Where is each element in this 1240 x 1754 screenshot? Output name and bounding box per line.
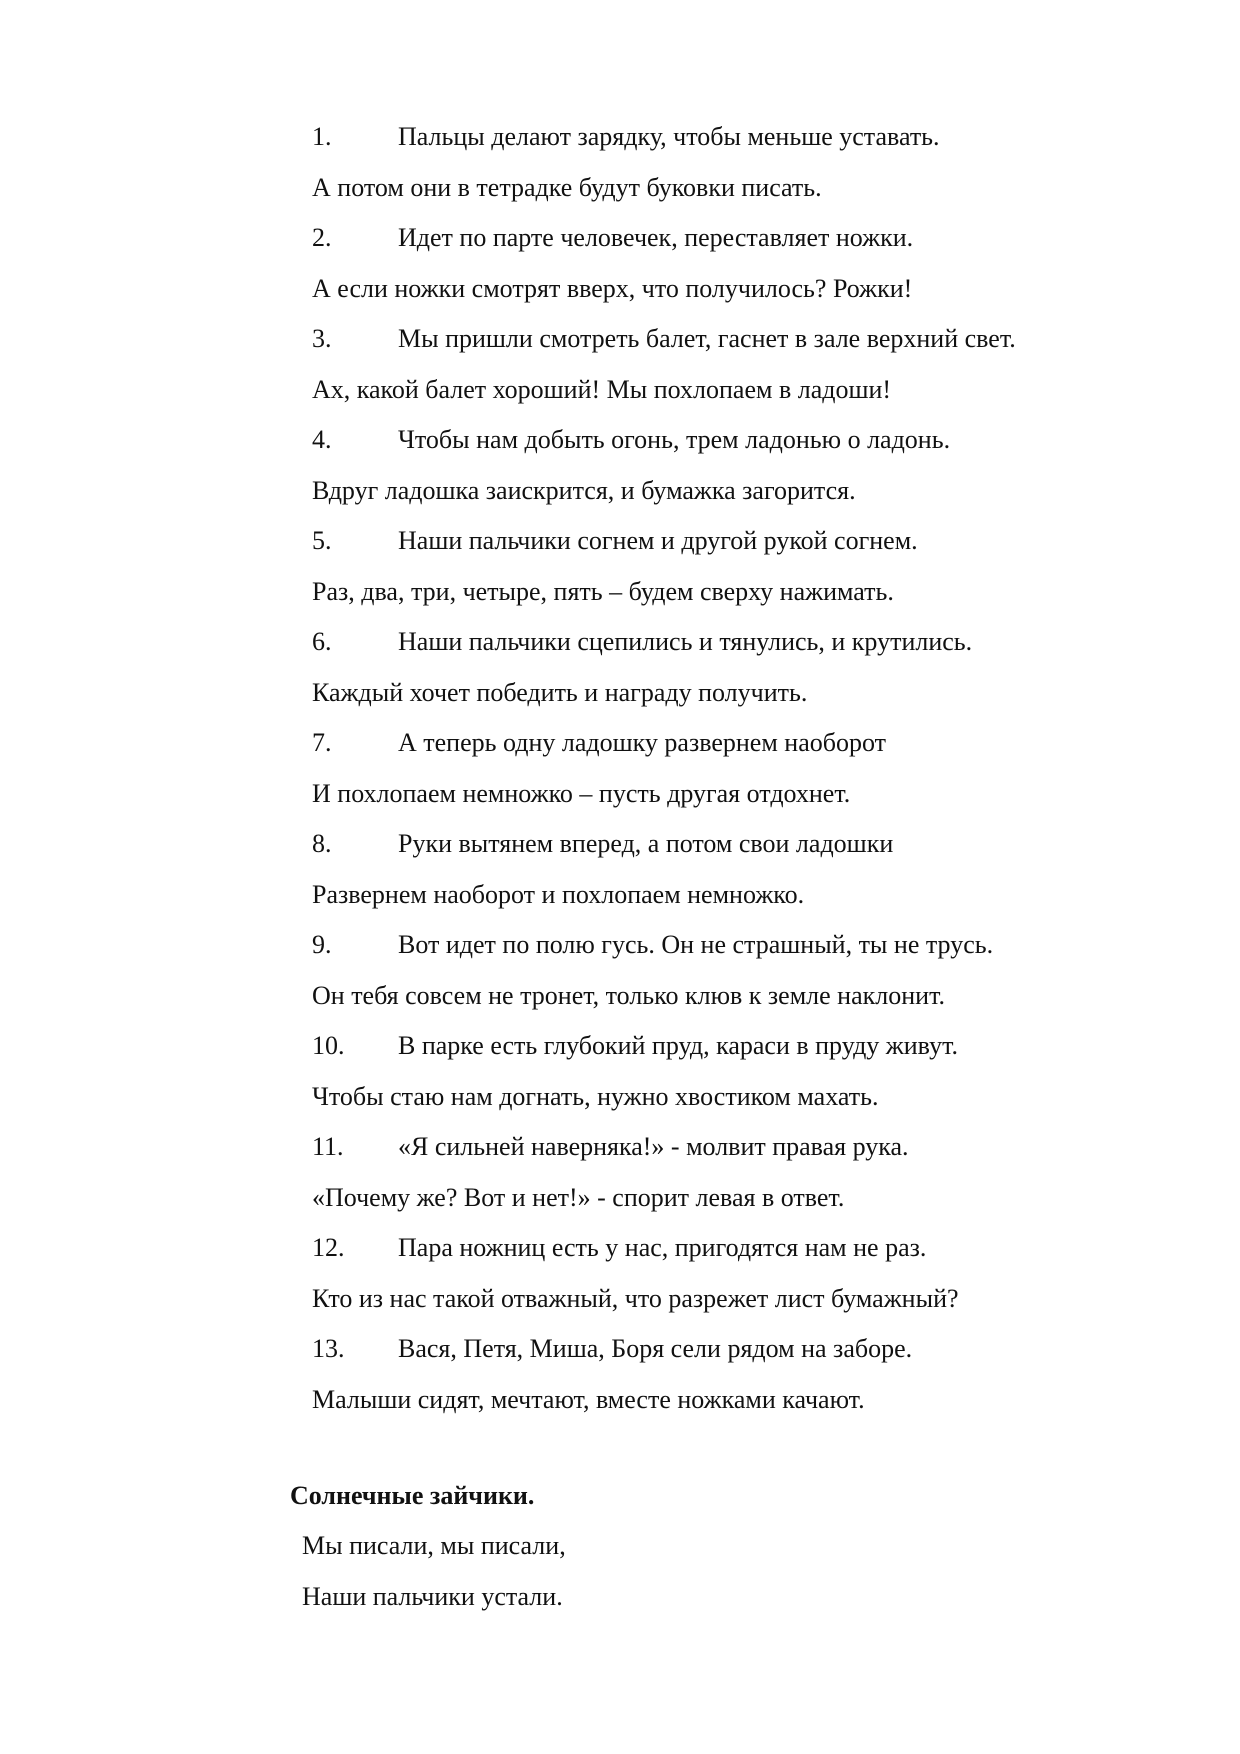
exercise-number: 3. xyxy=(312,324,332,353)
section-title: Солнечные зайчики. xyxy=(290,1481,535,1510)
exercise-text: Чтобы нам добыть огонь, трем ладонью о ладонь. xyxy=(398,425,951,454)
exercise-text: Пара ножниц есть у нас, пригодятся нам не раз. xyxy=(398,1233,927,1262)
exercise-number: 9. xyxy=(312,930,332,959)
exercise-line: И похлопаем немножко – пусть другая отдохнет. xyxy=(312,778,851,808)
exercise-number: 5. xyxy=(312,526,332,555)
exercise-line: Развернем наоборот и похлопаем немножко. xyxy=(312,879,805,909)
exercise-line: А потом они в тетрадке будут буковки писать. xyxy=(312,172,822,202)
exercise-text: Мы пришли смотреть балет, гаснет в зале верхний свет. xyxy=(398,324,1016,353)
exercise-line xyxy=(312,415,1172,466)
exercise-text: Наши пальчики сцепились и тянулись, и крутились. xyxy=(398,627,973,656)
exercise-line: Чтобы стаю нам догнать, нужно хвостиком махать. xyxy=(312,1081,879,1111)
exercise-text: Вася, Петя, Миша, Боря сели рядом на заборе. xyxy=(398,1334,913,1363)
exercise-number: 12. xyxy=(312,1233,345,1262)
exercise-number: 1. xyxy=(312,122,332,151)
exercise-line xyxy=(312,1223,1172,1274)
exercise-line: Он тебя совсем не тронет, только клюв к земле наклонит. xyxy=(312,980,945,1010)
exercise-line xyxy=(312,718,1172,769)
exercise-line xyxy=(312,112,1172,163)
exercise-text: Руки вытянем вперед, а потом свои ладошки xyxy=(398,829,894,858)
exercise-number: 11. xyxy=(312,1132,344,1161)
verse-line: Мы писали, мы писали, xyxy=(302,1531,566,1560)
exercise-number: 4. xyxy=(312,425,332,454)
exercise-line: «Почему же? Вот и нет!» - спорит левая в ответ. xyxy=(312,1182,845,1212)
exercise-text: Наши пальчики согнем и другой рукой согнем. xyxy=(398,526,918,555)
exercise-line: Кто из нас такой отважный, что разрежет лист бумажный? xyxy=(312,1283,959,1313)
exercise-text: Идет по парте человечек, переставляет ножки. xyxy=(398,223,914,252)
exercise-text: Пальцы делают зарядку, чтобы меньше уставать. xyxy=(398,122,940,151)
exercise-number: 13. xyxy=(312,1334,345,1363)
exercise-text: «Я сильней наверняка!» - молвит правая рука. xyxy=(398,1132,909,1161)
exercise-line: Малыши сидят, мечтают, вместе ножками качают. xyxy=(312,1384,865,1414)
exercise-list xyxy=(312,112,1172,1425)
exercise-line: А если ножки смотрят вверх, что получилось? Рожки! xyxy=(312,273,913,303)
exercise-line xyxy=(312,314,1172,365)
exercise-line xyxy=(312,1324,1172,1375)
exercise-text: В парке есть глубокий пруд, караси в пруду живут. xyxy=(398,1031,958,1060)
exercise-number: 8. xyxy=(312,829,332,858)
exercise-text: Вот идет по полю гусь. Он не страшный, ты не трусь. xyxy=(398,930,994,959)
exercise-number: 7. xyxy=(312,728,332,757)
exercise-line xyxy=(312,1021,1172,1072)
exercise-number: 10. xyxy=(312,1031,345,1060)
exercise-line xyxy=(312,617,1172,668)
exercise-number: 6. xyxy=(312,627,332,656)
exercise-line: Каждый хочет победить и награду получить. xyxy=(312,677,808,707)
section-sun-bunnies xyxy=(290,1471,1170,1622)
exercise-line xyxy=(312,516,1172,567)
exercise-line xyxy=(312,1122,1172,1173)
exercise-line: Вдруг ладошка заискрится, и бумажка загорится. xyxy=(312,475,856,505)
exercise-line xyxy=(312,213,1172,264)
exercise-line: Раз, два, три, четыре, пять – будем сверху нажимать. xyxy=(312,576,894,606)
exercise-line: Ах, какой балет хороший! Мы похлопаем в ладоши! xyxy=(312,374,892,404)
exercise-line xyxy=(312,920,1172,971)
verse-line: Наши пальчики устали. xyxy=(302,1581,563,1611)
exercise-text: А теперь одну ладошку развернем наоборот xyxy=(398,728,886,757)
exercise-line xyxy=(312,819,1172,870)
exercise-number: 2. xyxy=(312,223,332,252)
